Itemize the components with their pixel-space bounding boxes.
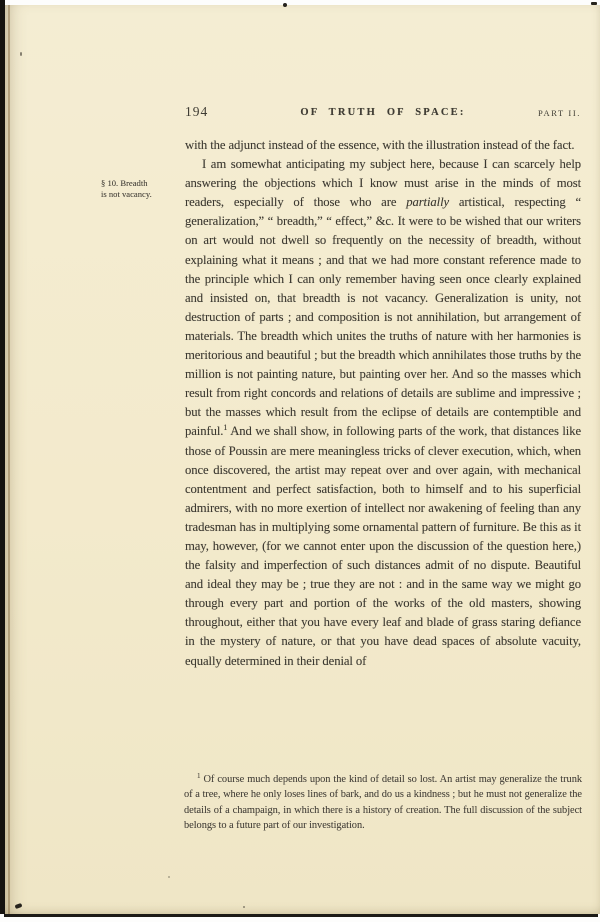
page-header (185, 104, 581, 122)
scan-left-edge (0, 0, 5, 914)
scan-speck (168, 876, 170, 878)
footnote-reference-mark: 1 (223, 423, 228, 433)
margin-note-line: § 10. Breadth (101, 178, 148, 188)
italic-word-partially: partially (406, 195, 450, 210)
running-title: OF TRUTH OF SPACE: (300, 106, 466, 118)
paragraph-text: artistical, respecting “ generalization,” “ breadth,” “ effect,” &c. It were to be wished that our writers on art would not dwell so frequently on the necessity of breadth, without explaining what it means ; and that we had more constant reference made to the principle which I can only remember having seen once clearly explained and insisted on, that breadth is not vacancy. Generalization is unity, not destruction of parts ; and composition is not annihilation, but arrangement of materials. The breadth which unites the truths of nature with her harmonies is meritorious and beautiful ; but the breadth which annihilates those truths by the million is not painting nature, but painting over her. And so the masses which result from right concords and relations of details are sublime and impressive ; but the masses which result from the eclipse of details are contemptible and painful. (185, 195, 582, 439)
body-paragraph-continuation (185, 136, 581, 155)
body-text (185, 136, 581, 671)
margin-note-line: is not vacancy. (101, 188, 152, 199)
scan-bottom-edge (4, 914, 598, 917)
gutter-shadow (8, 5, 10, 914)
part-label: PART II. (538, 108, 581, 118)
scan-speck (591, 2, 597, 5)
paragraph-text: with the adjunct instead of the essence, with the illustration instead of the fact. (185, 138, 575, 152)
scan-speck (283, 3, 287, 7)
paragraph-text: And we shall show, in following parts of the work, that distances like those of Poussin are mere meaningless tricks of clever execution, which, when once discovered, the artist may repeat over and over again, with mechanical contentment and perfect satisfaction, both to himself and to his superficial admirers, with no more exertion of intellect nor awakening of feeling than any tradesman has in multiplying some ornamental pattern of furniture. Be this as it may, however, (for we cannot enter upon the discussion of the question here,) the falsity and imperfection of such distances admit of no dispute. Beautiful and ideal they may be ; true they are not : and in the same way we might go through every part and portion of the works of the old masters, showing throughout, either that you have every leaf and blade of grass staring defiance in the mystery of nature, or that you have dead spaces of absolute vacuity, equally determined in their denial of (185, 424, 581, 668)
scan-speck (20, 52, 22, 56)
footnote-text: Of course much depends upon the kind of detail so lost. An artist may generalize the trunk of a tree, where he only loses lines of bark, and do us a kindness ; but he must not generalize the details of a champaign, in which there is a history of creation. The full discussion of the subject belongs to a future part of our investigation. (184, 774, 582, 832)
page-number: 194 (185, 104, 209, 119)
margin-note (101, 178, 181, 199)
body-paragraph-section-10 (185, 155, 581, 671)
paragraph-text: I am somewhat anticipating my subject here, because I can scarcely help answering the objections which I know must arise in the minds of most readers, especially of those who are (185, 157, 581, 210)
footnote (184, 772, 582, 834)
footnote-marker: 1 (197, 772, 201, 780)
scan-speck (243, 906, 245, 908)
